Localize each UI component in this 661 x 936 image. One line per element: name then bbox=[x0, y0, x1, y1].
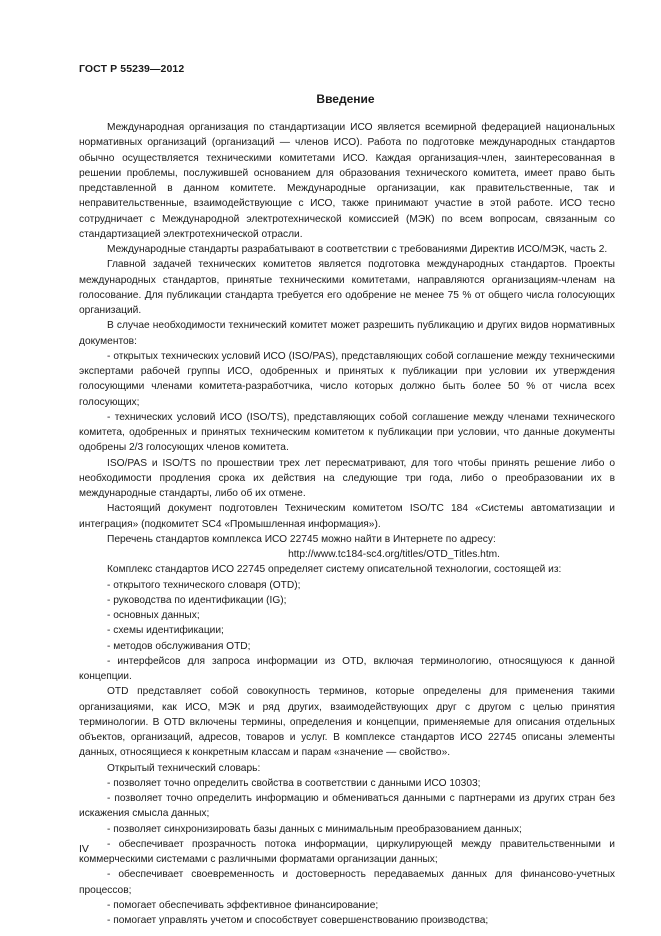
paragraph: OTD представляет собой совокупность терминов, которые определены для применения такими организациями, как ИСО, МЭК и ряд других, взаимодействующих друг с другом с целью принятия терминологии. В OTD включены термины, определения и концепции, применяемые для описания отдельных объектов, организаций, адресов, товаров и услуг. В комплексе стандартов ИСО 22745 описаны элементы данных, относящиеся к конкретным классам и парам «значение — свойство». bbox=[79, 686, 615, 759]
list-item: - интерфейсов для запроса информации из OTD, включая терминологию, относящуюся к данной концепции. bbox=[79, 655, 615, 682]
list-item: - открытого технического словаря (OTD); bbox=[107, 579, 301, 591]
list-item: - позволяет синхронизировать базы данных с минимальным преобразованием данных; bbox=[107, 823, 522, 835]
section-title: Введение bbox=[316, 92, 375, 106]
paragraph: Настоящий документ подготовлен Техническим комитетом ISO/TC 184 «Системы автоматизации и интеграция» (подкомитет SC4 «Промышленная информация»). bbox=[79, 503, 615, 530]
url-text: http://www.tc184-sc4.org/titles/OTD_Titles.htm. bbox=[288, 549, 500, 560]
list-item: - технических условий ИСО (ISO/TS), представляющих собой соглашение между членами технического комитета, одобренных и принятых техническим комитетом к публикации при условии, что данные документы одобрены 2/3 голосующих членов комитета. bbox=[79, 411, 615, 454]
list-item: - основных данных; bbox=[107, 610, 200, 621]
list-item: - методов обслуживания OTD; bbox=[107, 640, 251, 652]
paragraph: ISO/PAS и ISO/TS по прошествии трех лет пересматривают, для того чтобы принять решение либо о необходимости продления срока их действия на следующие три года, либо о преобразовании их в международные стандарты, либо об их отмене. bbox=[79, 457, 615, 499]
list-item: - схемы идентификации; bbox=[107, 625, 224, 637]
paragraph: Перечень стандартов комплекса ИСО 22745 можно найти в Интернете по адресу: bbox=[107, 533, 496, 545]
paragraph: Международная организация по стандартизации ИСО является всемирной федерацией национальных нормативных организаций (организаций — членов ИСО). Работа по подготовке международных стандартов обычно осуществляется техническими комитетами ИСО. Каждая организация-член, заинтересованная в решении проблемы, послужившей основанием для образования технического комитета, имеет право быть представленной в данном комитете. Международные организации, как правительственные, так и неправительственные, взаимодействующие с ИСО, также принимают участие в этой работе. ИСО тесно сотрудничает с Международной электротехнической комиссией (МЭК) по всем вопросам, связанным со стандартизацией электротехнической отрасли. bbox=[79, 122, 615, 240]
page-number: IV bbox=[79, 843, 89, 855]
paragraph: Главной задачей технических комитетов является подготовка международных стандартов. Проекты международных стандартов, принятые техническими комитетами, направляются организациям-членам на голосование. Для публикации стандарта требуется его одобрение не менее 75 % от общего числа голосующих организаций. bbox=[79, 259, 615, 316]
list-item: - обеспечивает прозрачность потока информации, циркулирующей между правительственными и коммерческими системами с различными форматами организации данных; bbox=[79, 838, 615, 865]
list-item: - открытых технических условий ИСО (ISO/PAS), представляющих собой соглашение между техническими экспертами рабочей группы ИСО, одобренных и принятых к публикации при условии их утверждения голосующими членами комитета-разработчика, число которых должно быть более 50 % от числа всех голосующих; bbox=[79, 350, 615, 408]
document-body bbox=[79, 120, 615, 928]
list-item: - руководства по идентификации (IG); bbox=[107, 594, 287, 606]
paragraph: Открытый технический словарь: bbox=[107, 762, 261, 774]
paragraph: В случае необходимости технический комитет может разрешить публикацию и других видов нормативных документов: bbox=[79, 320, 615, 347]
list-item: - позволяет точно определить информацию и обмениваться данными с партнерами из других стран без искажения смысла данных; bbox=[79, 793, 615, 820]
standard-designation: ГОСТ Р 55239—2012 bbox=[79, 63, 185, 75]
list-item: - помогает управлять учетом и способствует совершенствованию производства; bbox=[107, 915, 489, 926]
paragraph: Комплекс стандартов ИСО 22745 определяет систему описательной технологии, состоящей из: bbox=[107, 564, 562, 576]
paragraph: Международные стандарты разрабатывают в соответствии с требованиями Директив ИСО/МЭК, часть 2. bbox=[107, 244, 608, 255]
list-item: - обеспечивает своевременность и достоверность передаваемых данных для финансово-учетных процессов; bbox=[79, 869, 615, 896]
list-item: - помогает обеспечивать эффективное финансирование; bbox=[107, 899, 379, 911]
list-item: - позволяет точно определить свойства в соответствии с данными ИСО 10303; bbox=[107, 777, 481, 789]
